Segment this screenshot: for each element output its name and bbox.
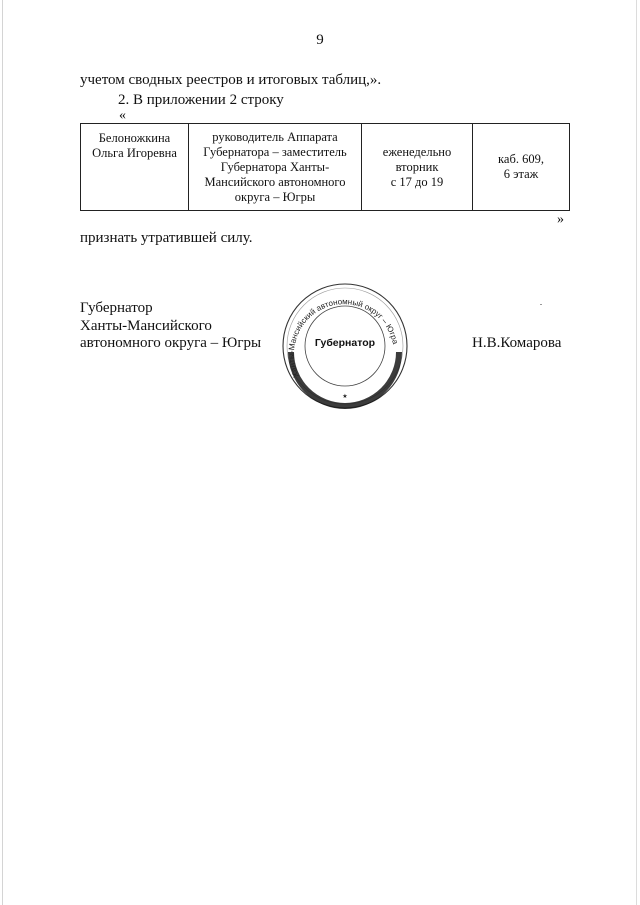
appendix-row-table (80, 123, 570, 211)
position-line: Губернатора – заместитель (203, 144, 347, 159)
schedule-line: с 17 до 19 (390, 174, 444, 189)
name-line: Ольга Игоревна (92, 146, 177, 160)
signatory-title: автономного округа – Югры (80, 335, 262, 351)
signatory-title: Ханты-Мансийского (80, 318, 212, 334)
position-line: Мансийского автономного (204, 174, 346, 189)
paragraph-continuation: учетом сводных реестров и итоговых таблиц,». (80, 72, 382, 88)
official-seal (281, 282, 409, 410)
room-line: 6 этаж (503, 167, 539, 181)
name-line: Белоножкина (98, 131, 171, 145)
seal-star-icon: ★ (342, 394, 348, 400)
schedule-line: вторник (395, 159, 439, 174)
opening-quote: « (119, 108, 126, 123)
seal-ring-text: Ханты-Мансийский автономный округ – Югра (286, 297, 400, 379)
page-edge-left (2, 0, 3, 905)
signatory-name: Н.В.Комарова (472, 335, 562, 351)
cell-schedule (362, 124, 473, 211)
position-line: Губернатора Ханты- (220, 159, 330, 174)
table-row (81, 124, 570, 211)
position-line: округа – Югры (234, 189, 316, 204)
position-line: руководитель Аппарата (212, 129, 338, 144)
room-line: каб. 609, (498, 152, 544, 166)
paragraph-invalidated: признать утратившей силу. (80, 230, 253, 246)
cell-position (189, 124, 362, 211)
page-number: 9 (316, 32, 324, 48)
cell-name (81, 124, 189, 211)
closing-quote: » (557, 212, 564, 227)
cell-room (473, 124, 570, 211)
schedule-line: еженедельно (382, 144, 452, 159)
paragraph-item-2: 2. В приложении 2 строку (118, 92, 284, 108)
seal-center-text: Губернатор (314, 337, 376, 349)
page-edge-right (636, 0, 637, 905)
signatory-title: Губернатор (80, 300, 153, 316)
scan-speck (540, 304, 542, 305)
